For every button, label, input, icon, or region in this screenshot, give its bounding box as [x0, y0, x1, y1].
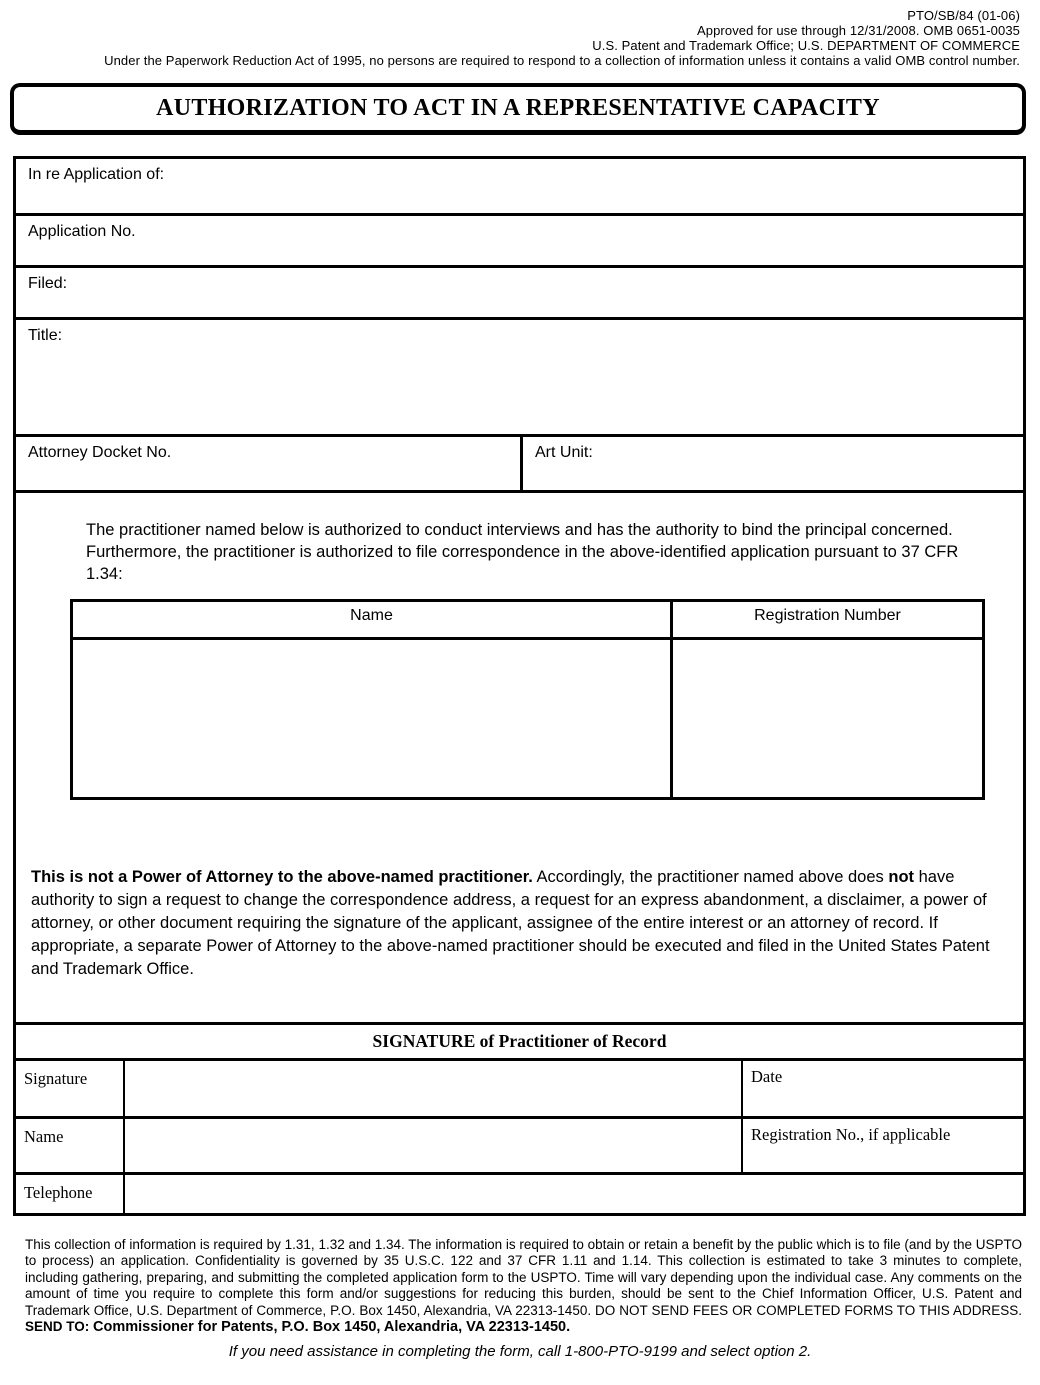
- signature-row: [16, 1058, 1023, 1116]
- telephone-row: [16, 1172, 1023, 1213]
- signature-label: Signature: [16, 1061, 125, 1116]
- invention-title-label: Title:: [28, 327, 63, 344]
- authorization-section: [16, 490, 1023, 1022]
- attorney-docket-input[interactable]: [20, 465, 516, 486]
- practitioner-table-header-row: [72, 601, 984, 639]
- signature-section-heading: SIGNATURE of Practitioner of Record: [372, 1031, 667, 1051]
- date-cell[interactable]: [741, 1061, 1023, 1116]
- form-title: AUTHORIZATION TO ACT IN A REPRESENTATIVE CAPACITY: [156, 95, 880, 121]
- docket-artunit-row: [16, 434, 1023, 490]
- authorization-paragraph: The practitioner named below is authorized to conduct interviews and has the authority to bind the principal concerned. Furthermore, the practitioner is authorized to file correspondence in the above-identified application pursuant to 37 CFR 1.34:: [86, 521, 959, 583]
- disclaimer-paragraph: [31, 866, 1007, 981]
- disclaimer-text-2: have authority to sign a request to change the correspondence address, a request for an express abandonment, a disclaimer, a power of attorney, or other document requiring the signature of the applicant, assignee of the entire interest or an attorney of record. If appropriate, a separate Power of Attorney to the above-named practitioner should be executed and filed in the United States Patent and Trademark Office.: [31, 868, 990, 978]
- office-line: U.S. Patent and Trademark Office; U.S. DEPARTMENT OF COMMERCE: [592, 38, 1020, 53]
- art-unit-input[interactable]: [527, 465, 1019, 486]
- name-row: [16, 1116, 1023, 1172]
- application-no-row: [16, 213, 1023, 265]
- telephone-label: Telephone: [16, 1175, 125, 1213]
- main-form-box: [13, 156, 1026, 1216]
- registration-no-cell[interactable]: [741, 1119, 1023, 1172]
- send-to-address: Commissioner for Patents, P.O. Box 1450, Alexandria, VA 22313-1450.: [93, 1319, 571, 1336]
- in-re-application-input[interactable]: [20, 187, 1019, 209]
- send-to-label: SEND TO:: [25, 1319, 94, 1335]
- admin-header: [20, 8, 1020, 68]
- disclaimer-text-1: Accordingly, the practitioner named above does: [532, 868, 889, 886]
- registration-no-label: Registration No., if applicable: [751, 1125, 951, 1144]
- form-number: PTO/SB/84 (01-06): [907, 8, 1020, 23]
- filed-row: [16, 265, 1023, 317]
- name-label: Name: [16, 1119, 125, 1172]
- filed-input[interactable]: [20, 296, 1019, 313]
- approval-line: Approved for use through 12/31/2008. OMB 0651-0035: [697, 23, 1020, 38]
- burden-statement: [25, 1237, 1022, 1335]
- practitioner-table-row: [72, 639, 984, 799]
- invention-title-row: [16, 317, 1023, 434]
- art-unit-cell: [523, 437, 1023, 490]
- application-no-label: Application No.: [28, 223, 136, 240]
- date-label: Date: [751, 1067, 783, 1086]
- in-re-application-label: In re Application of:: [28, 166, 165, 183]
- filed-label: Filed:: [28, 275, 68, 292]
- name-input[interactable]: [125, 1119, 741, 1172]
- disclaimer-bold-lead: This is not a Power of Attorney to the above-named practitioner.: [31, 868, 533, 886]
- art-unit-label: Art Unit:: [535, 444, 593, 461]
- signature-input[interactable]: [125, 1061, 741, 1116]
- form-title-box: [10, 83, 1026, 135]
- practitioner-table: [70, 599, 985, 800]
- burden-text: This collection of information is required by 1.31, 1.32 and 1.34. The information is required to obtain or retain a benefit by the public which is to file (and by the USPTO to process) an application. Confidentiality is governed by 35 U.S.C. 122 and 37 CFR 1.11 and 1.14. This collection is estimated to take 3 minutes to complete, including gathering, preparing, and submitting the completed application form to the USPTO. Time will vary depending upon the individual case. Any comments on the amount of time you require to complete this form and/or suggestions for reducing this burden, should be sent to the Chief Information Officer, U.S. Patent and Trademark Office, U.S. Department of Commerce, P.O. Box 1450, Alexandria, VA 22313-1450. DO NOT SEND FEES OR COMPLETED FORMS TO THIS ADDRESS.: [25, 1237, 1022, 1318]
- signature-section-heading-row: [16, 1022, 1023, 1058]
- registration-number-header: Registration Number: [672, 601, 984, 639]
- attorney-docket-label: Attorney Docket No.: [28, 444, 172, 461]
- telephone-input[interactable]: [125, 1175, 1023, 1213]
- assistance-line: If you need assistance in completing the form, call 1-800-PTO-9199 and select option 2.: [228, 1343, 812, 1360]
- attorney-docket-cell: [16, 437, 523, 490]
- registration-number-input[interactable]: [672, 639, 984, 799]
- practitioner-name-header: Name: [72, 601, 672, 639]
- practitioner-name-input[interactable]: [72, 639, 672, 799]
- in-re-application-row: [16, 159, 1023, 213]
- paperwork-reduction-line: Under the Paperwork Reduction Act of 1995, no persons are required to respond to a collection of information unless it contains a valid OMB control number.: [104, 53, 1020, 68]
- disclaimer-bold-not: not: [888, 868, 915, 886]
- invention-title-input[interactable]: [20, 348, 1019, 430]
- application-no-input[interactable]: [20, 244, 1019, 261]
